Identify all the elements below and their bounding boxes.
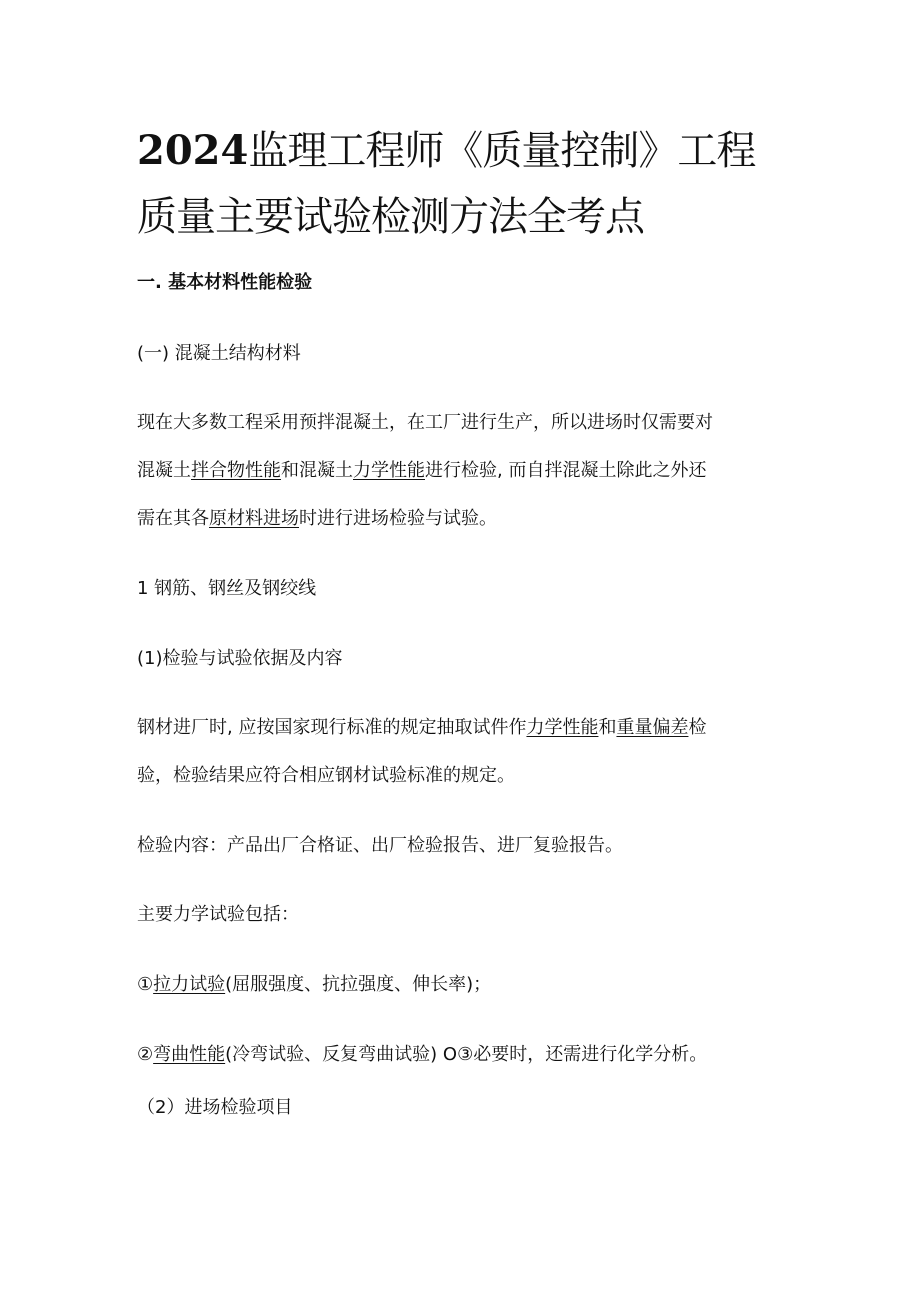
title-line2: 质量主要试验检测方法全考点	[137, 194, 644, 240]
section-heading: 一. 基本材料性能检验	[137, 272, 313, 293]
text-run: 时进行进场检验与试验。	[299, 508, 497, 529]
underlined-term: 重量偏差	[616, 717, 689, 738]
text-run: 和	[598, 717, 617, 738]
document-title	[137, 118, 797, 250]
text-run: 钢材进厂时, 应按国家现行标准的规定抽取试件作	[137, 717, 527, 738]
list-item	[137, 1042, 707, 1068]
paragraph-line	[137, 458, 706, 484]
paragraph-line: 检验内容：产品出厂合格证、出厂检验报告、进厂复验报告。	[137, 835, 623, 856]
underlined-term: 力学性能	[526, 717, 599, 738]
item-heading: 1 钢筋、钢丝及钢绞线	[137, 578, 317, 599]
paragraph-line	[137, 715, 706, 741]
text-run: 检	[688, 717, 707, 738]
underlined-term: 原材料进场	[209, 508, 299, 529]
underlined-term: 拌合物性能	[191, 460, 281, 481]
text-run: (冷弯试验、反复弯曲试验) O③必要时，还需进行化学分析。	[225, 1044, 708, 1065]
paragraph-line	[137, 506, 497, 532]
text-run: 混凝土	[137, 460, 191, 481]
subsection-heading: (一) 混凝土结构材料	[137, 343, 301, 364]
text-run: ②	[137, 1044, 154, 1065]
paragraph-line: 主要力学试验包括：	[137, 904, 299, 925]
text-run: 需在其各	[137, 508, 209, 529]
paragraph-line: 验，检验结果应符合相应钢材试验标准的规定。	[137, 765, 515, 786]
text-run: 进行检验, 而自拌混凝土除此之外还	[425, 460, 707, 481]
text-run: 和混凝土	[281, 460, 353, 481]
text-run: ①	[137, 974, 154, 995]
underlined-term: 拉力试验	[153, 974, 226, 995]
list-item	[137, 972, 491, 998]
text-run: (屈服强度、抗拉强度、伸长率)；	[225, 974, 492, 995]
item-subheading: (1)检验与试验依据及内容	[137, 648, 343, 669]
paragraph-line: 现在大多数工程采用预拌混凝土，在工厂进行生产，所以进场时仅需要对	[137, 412, 713, 433]
underlined-term: 力学性能	[353, 460, 425, 481]
underlined-term: 弯曲性能	[153, 1044, 226, 1065]
title-year: 2024	[137, 127, 249, 174]
item-subheading: （2）进场检验项目	[137, 1097, 293, 1118]
title-line1: 监理工程师《质量控制》工程	[248, 128, 756, 174]
